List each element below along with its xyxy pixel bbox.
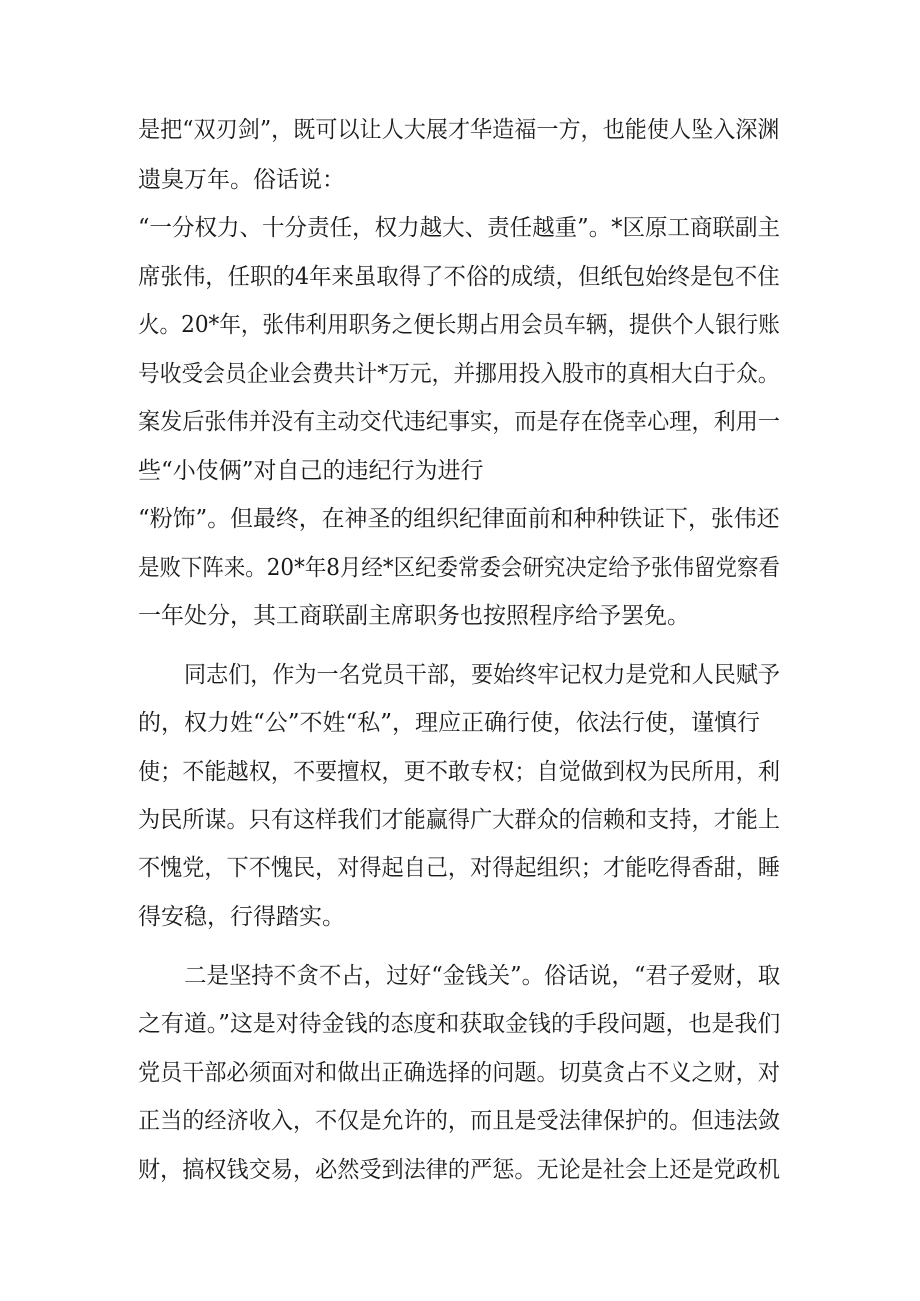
text-line: 是把“双刃剑”，既可以让人大展才华造福一方，也能使人坠入深渊 [138,117,780,143]
text-line: “一分权力、十分责任，权力越大、责任越重”。*区原工商联副主 [138,215,781,241]
text-line: 正当的经济收入，不仅是允许的，而且是受法律保护的。但违法敛 [138,1108,780,1134]
paragraph-first-line: 二是坚持不贪不占，过好“金钱关”。俗话说，“君子爱财，取 [184,963,781,989]
text-line: 财，搞权钱交易，必然受到法律的严惩。无论是社会上还是党政机 [138,1157,780,1183]
text-line: 为民所谋。只有这样我们才能赢得广大群众的信赖和支持，才能上 [138,807,780,833]
text-line: 使；不能越权，不要擅权，更不敢专权；自觉做到权为民所用，利 [138,759,780,785]
text-line: 席张伟，任职的4年来虽取得了不俗的成绩，但纸包始终是包不住 [138,264,780,290]
paragraph-first-line: 同志们，作为一名党员干部，要始终牢记权力是党和人民赋予 [184,662,780,688]
text-line: 些“小伎俩”对自己的违纪行为进行 [138,458,484,484]
text-line: 遗臭万年。俗话说： [138,167,345,193]
text-line: “粉饰”。但最终，在神圣的组织纪律面前和种种铁证下，张伟还 [138,506,780,532]
text-line: 号收受会员企业会费共计*万元，并挪用投入股市的真相大白于众。 [138,361,780,387]
text-line: 得安稳，行得踏实。 [138,904,345,930]
text-line: 不愧党，下不愧民，对得起自己，对得起组织；才能吃得香甜，睡 [138,855,780,881]
text-line: 之有道。”这是对待金钱的态度和获取金钱的手段问题，也是我们 [138,1011,781,1037]
text-line: 一年处分，其工商联副主席职务也按照程序给予罢免。 [138,603,690,629]
text-line: 案发后张伟并没有主动交代违纪事实，而是存在侥幸心理，利用一 [138,409,780,435]
text-line: 火。20*年，张伟利用职务之便长期占用会员车辆，提供个人银行账 [138,312,780,338]
text-line: 的，权力姓“公”不姓“私”，理应正确行使，依法行使，谨慎行 [138,710,761,736]
text-line: 党员干部必须面对和做出正确选择的问题。切莫贪占不义之财，对 [138,1060,780,1086]
text-line: 是败下阵来。20*年8月经*区纪委常委会研究决定给予张伟留党察看 [138,555,780,581]
